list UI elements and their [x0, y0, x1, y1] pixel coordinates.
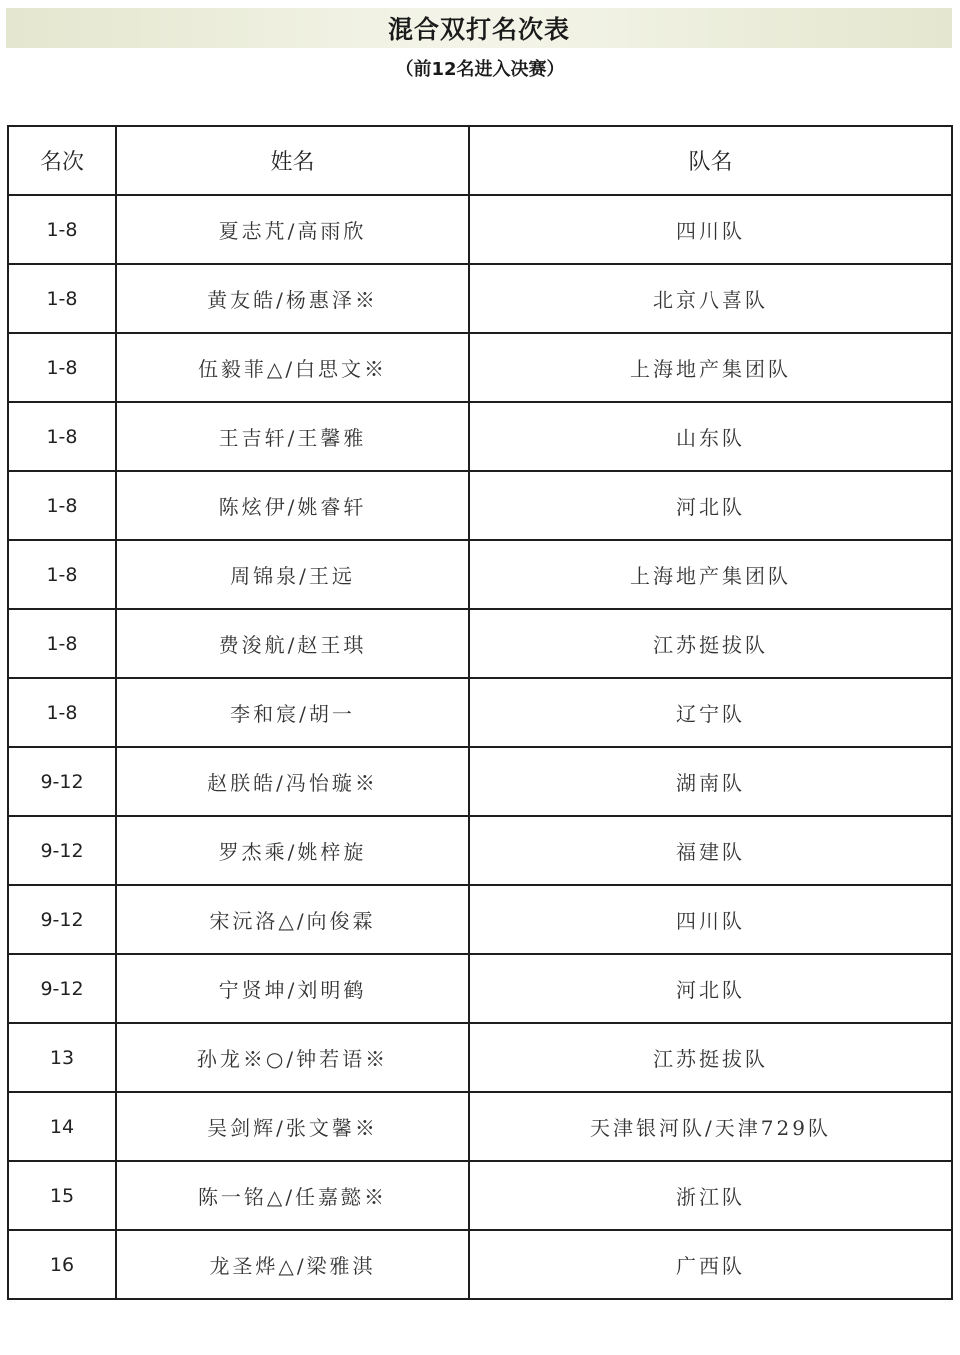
table-row [8, 609, 952, 678]
table-row [8, 816, 952, 885]
rank-cell: 1-8 [8, 609, 116, 678]
team-cell: 福建队 [469, 816, 952, 885]
player-names-cell: 宁贤坤/刘明鹤 [116, 954, 469, 1023]
player-names-cell: 黄友皓/杨惠泽※ [116, 264, 469, 333]
rank-cell: 9-12 [8, 954, 116, 1023]
table-row [8, 540, 952, 609]
player-names-cell: 费浚航/赵王琪 [116, 609, 469, 678]
table-row [8, 747, 952, 816]
title-bar [6, 8, 952, 48]
page-title: 混合双打名次表 [387, 15, 570, 44]
rank-cell: 16 [8, 1230, 116, 1299]
table-header-row [8, 126, 952, 195]
table-row [8, 1230, 952, 1299]
rank-cell: 13 [8, 1023, 116, 1092]
rank-cell: 1-8 [8, 678, 116, 747]
team-cell: 河北队 [469, 954, 952, 1023]
player-names-cell: 吴剑辉/张文馨※ [116, 1092, 469, 1161]
team-cell: 浙江队 [469, 1161, 952, 1230]
page-subtitle: （前12名进入决赛） [395, 59, 565, 80]
team-cell: 北京八喜队 [469, 264, 952, 333]
column-header-team: 队名 [469, 126, 952, 195]
table-row [8, 195, 952, 264]
rank-cell: 9-12 [8, 885, 116, 954]
player-names-cell: 陈炫伊/姚睿轩 [116, 471, 469, 540]
player-names-cell: 李和宸/胡一 [116, 678, 469, 747]
column-header-rank: 名次 [8, 126, 116, 195]
ranking-table [7, 125, 953, 1300]
rank-cell: 15 [8, 1161, 116, 1230]
rank-cell: 9-12 [8, 747, 116, 816]
rank-cell: 1-8 [8, 402, 116, 471]
player-names-cell: 陈一铭△/任嘉懿※ [116, 1161, 469, 1230]
table-row [8, 264, 952, 333]
team-cell: 四川队 [469, 885, 952, 954]
player-names-cell: 赵朕皓/冯怡璇※ [116, 747, 469, 816]
player-names-cell: 孙龙※○/钟若语※ [116, 1023, 469, 1092]
team-cell: 山东队 [469, 402, 952, 471]
player-names-cell: 伍毅菲△/白思文※ [116, 333, 469, 402]
rank-cell: 1-8 [8, 471, 116, 540]
rank-cell: 1-8 [8, 540, 116, 609]
team-cell: 天津银河队/天津729队 [469, 1092, 952, 1161]
player-names-cell: 王吉轩/王馨雅 [116, 402, 469, 471]
rank-cell: 1-8 [8, 333, 116, 402]
team-cell: 上海地产集团队 [469, 333, 952, 402]
table-row [8, 954, 952, 1023]
team-cell: 辽宁队 [469, 678, 952, 747]
table-row [8, 1161, 952, 1230]
player-names-cell: 龙圣烨△/梁雅淇 [116, 1230, 469, 1299]
table-row [8, 1023, 952, 1092]
table-row [8, 885, 952, 954]
table-row [8, 333, 952, 402]
player-names-cell: 宋沅洛△/向俊霖 [116, 885, 469, 954]
team-cell: 江苏挺拔队 [469, 609, 952, 678]
rank-cell: 9-12 [8, 816, 116, 885]
rank-cell: 14 [8, 1092, 116, 1161]
team-cell: 河北队 [469, 471, 952, 540]
table-row [8, 402, 952, 471]
player-names-cell: 周锦泉/王远 [116, 540, 469, 609]
team-cell: 四川队 [469, 195, 952, 264]
player-names-cell: 夏志芃/高雨欣 [116, 195, 469, 264]
table-row [8, 678, 952, 747]
column-header-names: 姓名 [116, 126, 469, 195]
rank-cell: 1-8 [8, 264, 116, 333]
team-cell: 湖南队 [469, 747, 952, 816]
player-names-cell: 罗杰乘/姚梓旋 [116, 816, 469, 885]
team-cell: 江苏挺拔队 [469, 1023, 952, 1092]
team-cell: 广西队 [469, 1230, 952, 1299]
team-cell: 上海地产集团队 [469, 540, 952, 609]
rank-cell: 1-8 [8, 195, 116, 264]
table-row [8, 1092, 952, 1161]
table-row [8, 471, 952, 540]
